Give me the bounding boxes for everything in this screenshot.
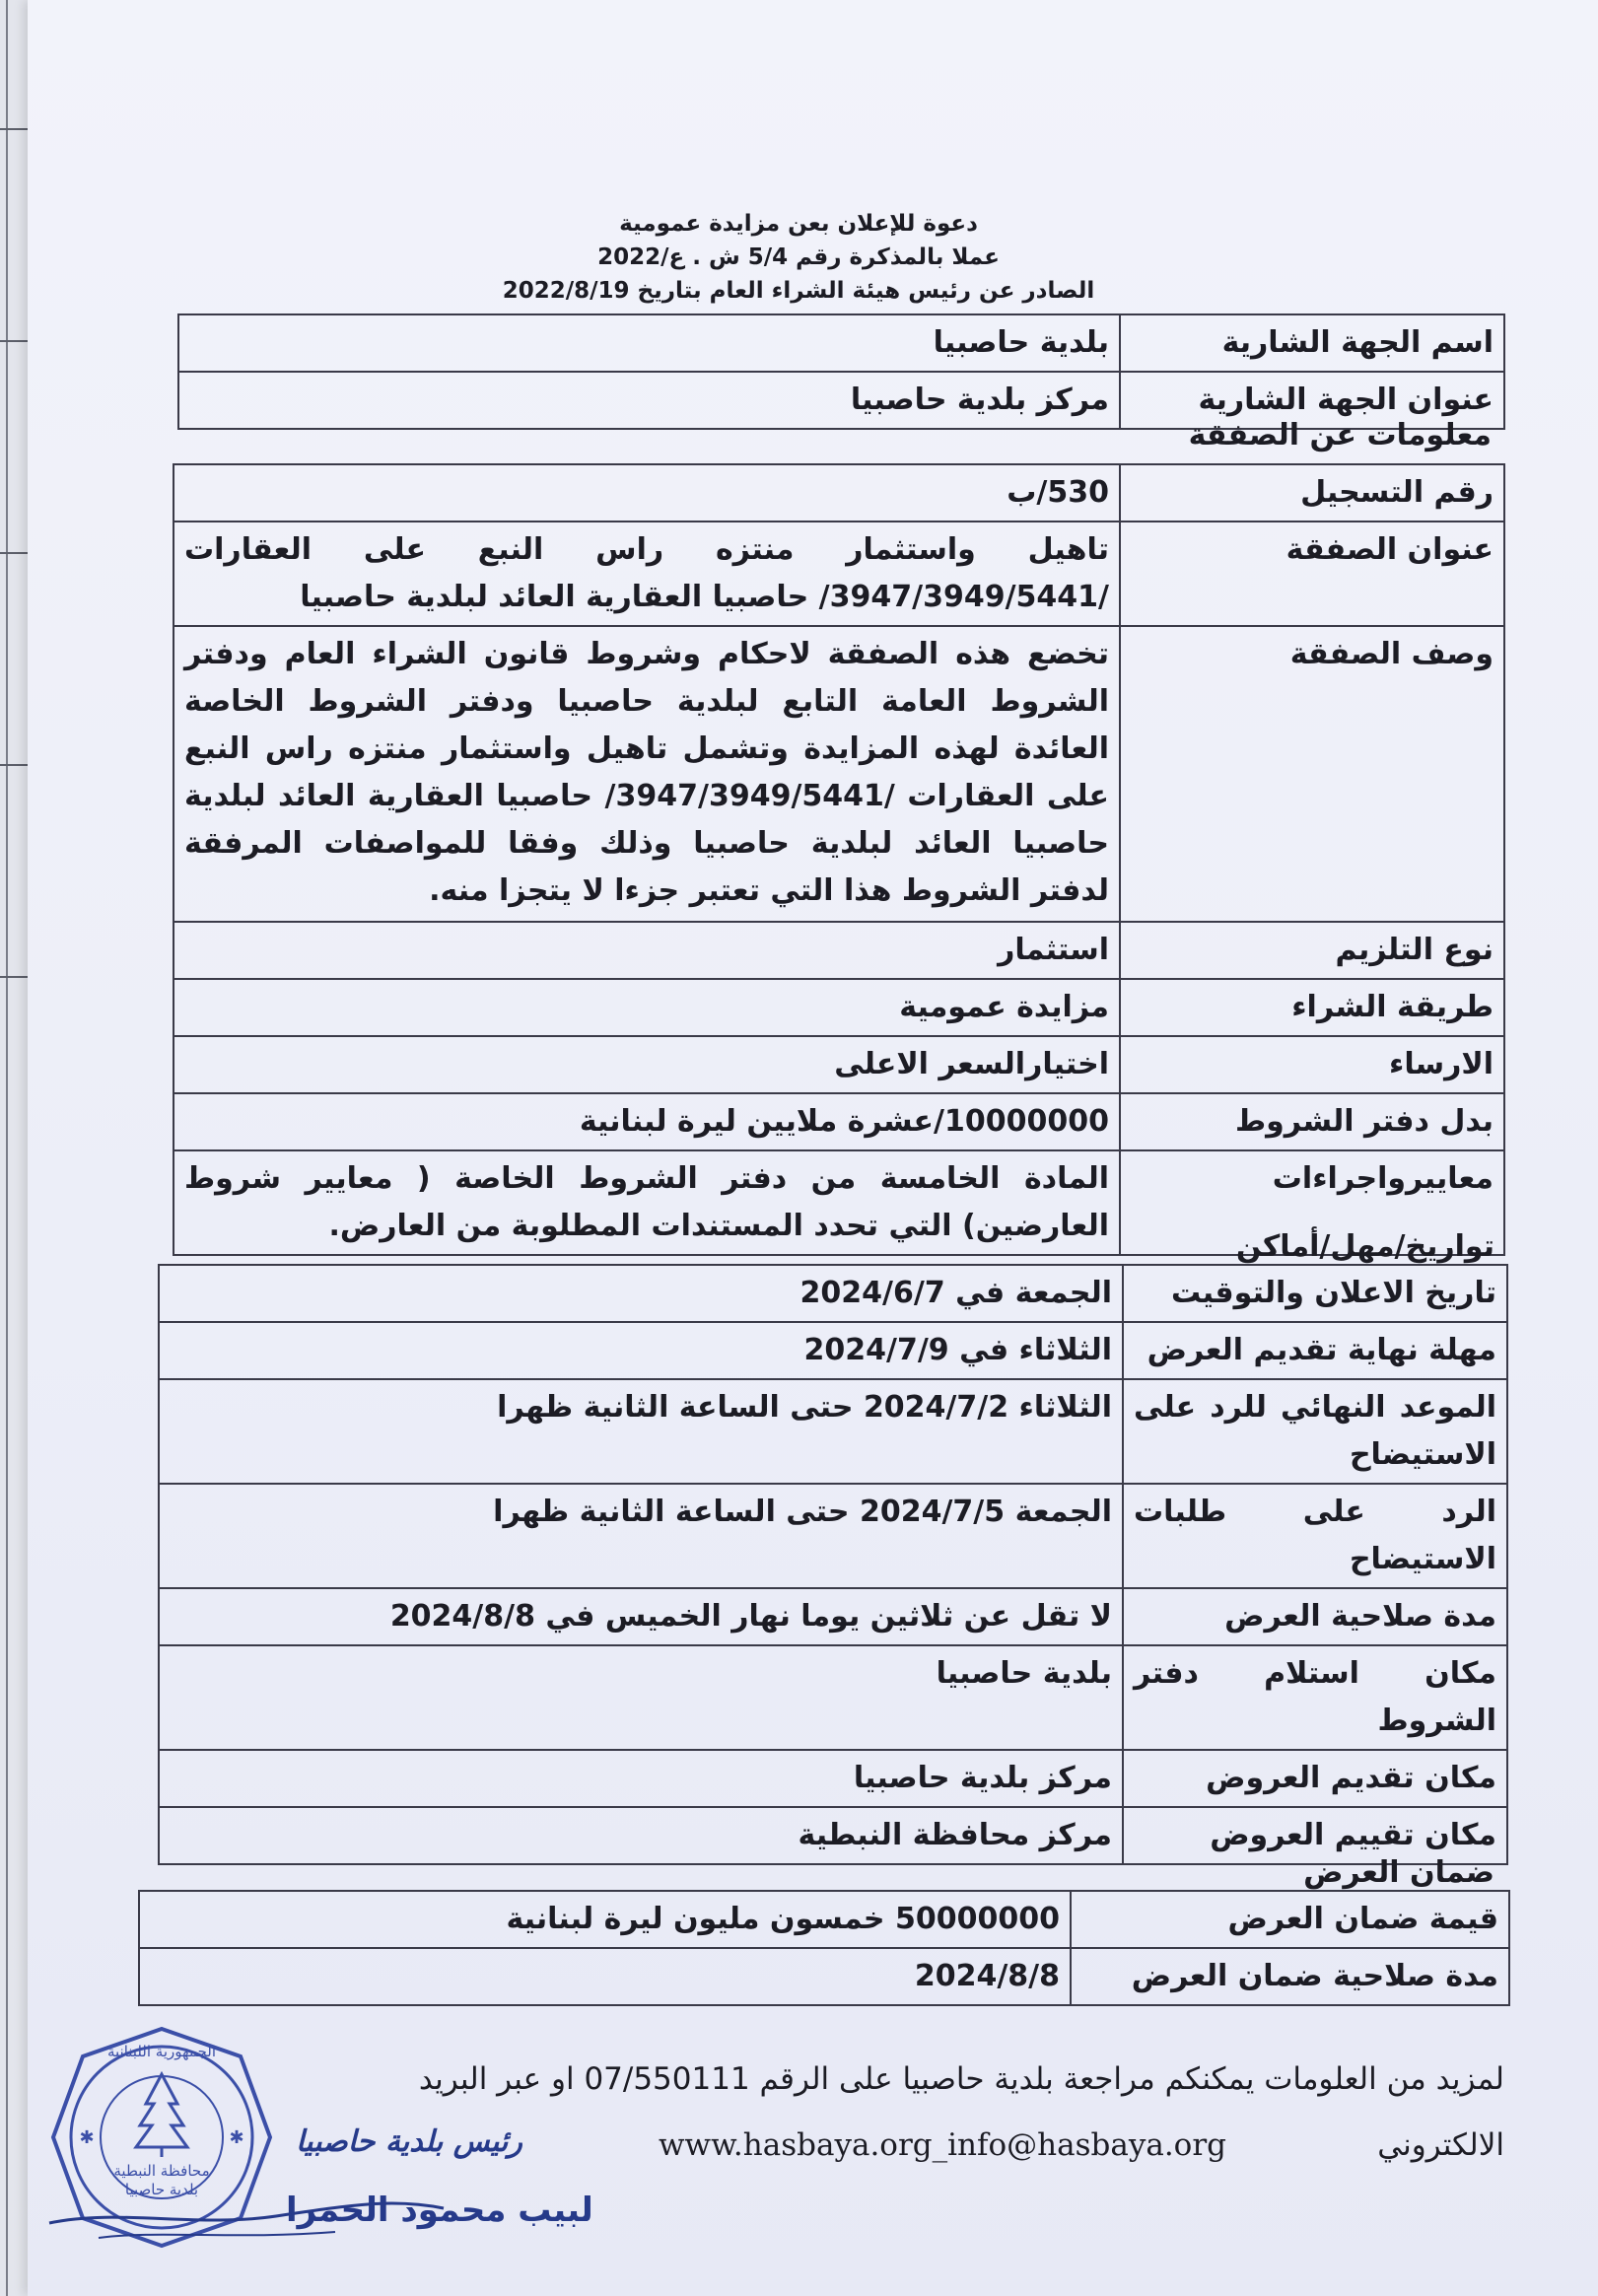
stamp-inner-line-1: محافظة النبطية <box>113 2162 210 2180</box>
table-row <box>139 1891 1509 1948</box>
row-value: اختيارالسعر الاعلى <box>174 1036 1120 1093</box>
guarantee-table <box>138 1890 1510 2006</box>
table-row <box>174 979 1504 1036</box>
row-label: الموعد النهائي للرد على الاستيضاح <box>1123 1379 1507 1484</box>
table-row <box>159 1645 1507 1750</box>
row-label: مكان تقييم العروض <box>1123 1807 1507 1864</box>
row-label: معاييرواجراءات <box>1120 1150 1504 1255</box>
contact-info-line-1: لمزيد من العلومات يمكنكم مراجعة بلدية حاصبيا على الرقم 07/550111 او عبر البريد <box>418 2061 1504 2097</box>
table-row <box>139 1948 1509 2005</box>
cedar-icon <box>136 2074 187 2147</box>
stamp-outer-text: الجمهورية اللبنانية <box>106 2043 217 2060</box>
table-row <box>159 1379 1507 1484</box>
row-value: مركز محافظة النبطية <box>159 1807 1123 1864</box>
row-value: 50000000 خمسون مليون ليرة لبنانية <box>139 1891 1071 1948</box>
row-value: 10000000/عشرة ملايين ليرة لبنانية <box>174 1093 1120 1150</box>
row-label: طريقة الشراء <box>1120 979 1504 1036</box>
header-line-2: عملا بالمذكرة رقم 5/4 ش . ع/2022 <box>597 244 1000 270</box>
row-value: المادة الخامسة من دفتر الشروط الخاصة ( معايير شروط العارضين) التي تحدد المستندات المطلوبة من العارض. <box>174 1150 1120 1255</box>
table-row <box>159 1322 1507 1379</box>
table-row <box>159 1265 1507 1322</box>
grid-line <box>0 764 28 766</box>
section-title-guarantee: ضمان العرض <box>1303 1855 1494 1890</box>
table-row <box>159 1750 1507 1807</box>
row-label: اسم الجهة الشارية <box>1120 314 1504 372</box>
row-label: عنوان الجهة الشارية <box>1120 372 1504 429</box>
row-value: تخضع هذه الصفقة لاحكام وشروط قانون الشراء العام ودفتر الشروط العامة التابع لبلدية حاصبيا ودفتر الشروط الخاصة العائدة لهذه المزايدة وتشمل تاهيل واستثمار منتزه راس النبع على العقارات /3947/3949/5441/ حاصبيا العقارية العائد لبلدية حاصبيا العائد لبلدية حاصبيا وذلك وفقا للمواصفات المرفقة لدفتر الشروط هذا التي تعتبر جزءا لا يتجزا منه. <box>174 626 1120 922</box>
row-label: مكان تقديم العروض <box>1123 1750 1507 1807</box>
row-label: بدل دفتر الشروط <box>1120 1093 1504 1150</box>
header-line-1: دعوة للإعلان بعن مزايدة عمومية <box>619 211 978 237</box>
row-label: مدة صلاحية العرض <box>1123 1588 1507 1645</box>
grid-line <box>0 976 28 978</box>
background-grid-paper <box>0 0 28 2296</box>
section-title-dates: تواريخ/مهل/أماكن <box>1235 1229 1494 1264</box>
table-row <box>174 522 1504 626</box>
grid-line <box>0 128 28 130</box>
row-value: بلدية حاصبيا <box>178 314 1120 372</box>
row-label: مدة صلاحية ضمان العرض <box>1071 1948 1509 2005</box>
table-row <box>174 922 1504 979</box>
grid-line <box>0 552 28 554</box>
table-row <box>159 1484 1507 1588</box>
row-label: وصف الصفقة <box>1120 626 1504 922</box>
deal-table <box>173 463 1505 1256</box>
signature-stroke <box>99 2232 335 2238</box>
dates-table <box>158 1264 1508 1865</box>
star-icon: ✱ <box>79 2127 95 2148</box>
row-label: الارساء <box>1120 1036 1504 1093</box>
contact-website-email[interactable]: www.hasbaya.org_info@hasbaya.org <box>659 2127 1227 2163</box>
row-value: بلدية حاصبيا <box>159 1645 1123 1750</box>
document-header <box>394 207 1203 308</box>
row-value: تاهيل واستثمار منتزه راس النبع على العقارات /3947/3949/5441/ حاصبيا العقارية العائد لبلدية حاصبيا <box>174 522 1120 626</box>
row-label: رقم التسجيل <box>1120 464 1504 522</box>
row-value: الثلاثاء 2024/7/2 حتى الساعة الثانية ظهرا <box>159 1379 1123 1484</box>
row-label: نوع التلزيم <box>1120 922 1504 979</box>
row-value: الجمعة في 2024/6/7 <box>159 1265 1123 1322</box>
row-value: 530/ب <box>174 464 1120 522</box>
table-row <box>174 1036 1504 1093</box>
row-label: مكان استلام دفتر الشروط <box>1123 1645 1507 1750</box>
entity-table <box>177 313 1505 430</box>
row-value: لا تقل عن ثلاثين يوما نهار الخميس في 2024/8/8 <box>159 1588 1123 1645</box>
grid-vertical-line <box>6 0 8 2296</box>
row-value: مزايدة عمومية <box>174 979 1120 1036</box>
row-label: عنوان الصفقة <box>1120 522 1504 626</box>
table-row <box>178 314 1504 372</box>
header-line-3: الصادر عن رئيس هيئة الشراء العام بتاريخ 2022/8/19 <box>502 278 1095 304</box>
section-title-deal: معلومات عن الصفقة <box>1188 418 1492 452</box>
star-icon: ✱ <box>229 2127 244 2148</box>
row-value: الجمعة 2024/7/5 حتى الساعة الثانية ظهرا <box>159 1484 1123 1588</box>
signature-title: رئيس بلدية حاصبيا <box>296 2124 522 2159</box>
table-row <box>159 1588 1507 1645</box>
grid-line <box>0 340 28 342</box>
row-label: الرد على طلبات الاستيضاح <box>1123 1484 1507 1588</box>
stamp-inner-line-2: بلدية حاصبيا <box>124 2181 199 2198</box>
table-row <box>174 464 1504 522</box>
row-value: الثلاثاء في 2024/7/9 <box>159 1322 1123 1379</box>
row-label: تاريخ الاعلان والتوقيت <box>1123 1265 1507 1322</box>
contact-info-email-label: الالكتروني <box>1377 2127 1504 2163</box>
row-value: مركز بلدية حاصبيا <box>159 1750 1123 1807</box>
signature-name: لبيب محمود الحمرا <box>286 2191 593 2230</box>
row-value: مركز بلدية حاصبيا <box>178 372 1120 429</box>
row-label: قيمة ضمان العرض <box>1071 1891 1509 1948</box>
row-value: 2024/8/8 <box>139 1948 1071 2005</box>
row-label: مهلة نهاية تقديم العرض <box>1123 1322 1507 1379</box>
table-row <box>174 1093 1504 1150</box>
table-row <box>174 626 1504 922</box>
row-value: استثمار <box>174 922 1120 979</box>
